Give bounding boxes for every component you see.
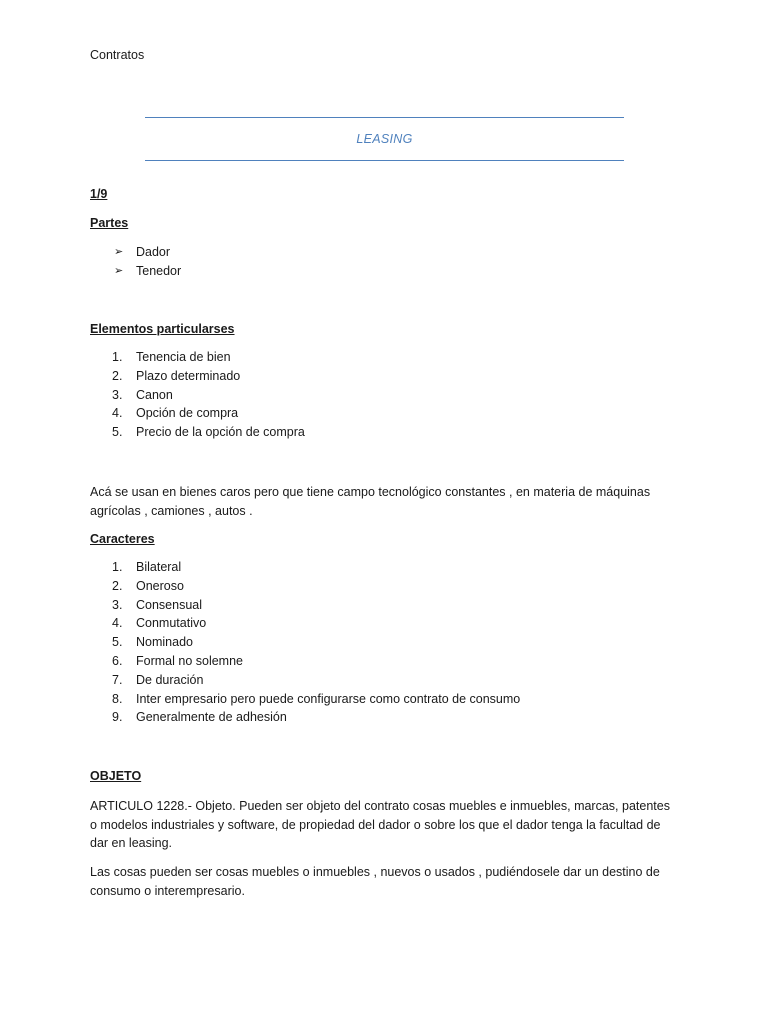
list-item-text: Tenedor: [136, 263, 182, 278]
partes-heading: Partes: [90, 216, 129, 230]
list-number: 5.: [112, 425, 123, 440]
cosas-paragraph: Las cosas pueden ser cosas muebles o inmuebles , nuevos o usados , pudiéndosele dar un destino de consumo o interempresario.: [90, 865, 660, 898]
list-item-text: Opción de compra: [136, 406, 239, 421]
caracteres-heading: Caracteres: [90, 532, 155, 546]
list-item: [90, 709, 520, 728]
list-item: [90, 405, 305, 424]
list-item-text: Generalmente de adhesión: [136, 710, 287, 725]
list-number: 3.: [112, 597, 123, 612]
caracteres-list: [90, 559, 520, 728]
list-item: [90, 559, 520, 578]
list-item-text: Bilateral: [136, 560, 182, 574]
list-item-text: Nominado: [136, 635, 193, 650]
list-item: [90, 368, 305, 387]
list-number: 4.: [112, 616, 123, 631]
list-item: [90, 578, 520, 597]
list-item: [90, 691, 520, 710]
list-item-text: Plazo determinado: [136, 368, 241, 383]
list-item-text: Dador: [136, 245, 171, 259]
document-title: LEASING: [356, 132, 413, 146]
page-marker: 1/9: [90, 187, 108, 201]
list-item: [90, 597, 520, 616]
list-number: 6.: [112, 653, 123, 668]
elementos-heading: Elementos particularses: [90, 322, 235, 336]
title-bottom-rule: [145, 160, 624, 161]
list-item: [90, 387, 305, 406]
list-item: [90, 424, 305, 443]
list-item: [90, 672, 520, 691]
list-number: 5.: [112, 635, 123, 650]
elementos-list: [90, 349, 305, 443]
list-item: [90, 634, 520, 653]
title-top-rule: [145, 117, 624, 118]
list-item-text: Oneroso: [136, 578, 184, 593]
list-item-text: Consensual: [136, 597, 203, 612]
list-number: 9.: [112, 710, 123, 725]
arrow-bullet-icon: ➢: [114, 264, 124, 277]
list-item-text: Inter empresario pero puede configurarse como contrato de consumo: [136, 691, 521, 706]
list-item-text: Formal no solemne: [136, 653, 243, 668]
list-number: 3.: [112, 387, 123, 402]
document-header: Contratos: [90, 48, 145, 62]
list-item-text: Canon: [136, 387, 173, 402]
list-item-text: Precio de la opción de compra: [136, 425, 305, 440]
list-number: 1.: [112, 560, 123, 574]
list-item: [90, 349, 305, 368]
list-item-text: De duración: [136, 672, 204, 687]
list-number: 4.: [112, 406, 123, 421]
list-number: 7.: [112, 672, 123, 687]
objeto-heading: OBJETO: [90, 769, 142, 783]
list-item-text: Conmutativo: [136, 616, 207, 631]
list-number: 2.: [112, 578, 123, 593]
list-item: [90, 615, 520, 634]
arrow-bullet-icon: ➢: [114, 246, 124, 258]
list-item: [90, 244, 181, 263]
list-item-text: Tenencia de bien: [136, 350, 231, 364]
partes-list: [90, 244, 181, 282]
list-item: [90, 263, 181, 282]
articulo-paragraph: ARTICULO 1228.- Objeto. Pueden ser objeto del contrato cosas muebles e inmuebles, marcas, patentes o modelos industriales y software, de propiedad del dador o sobre los que el dador tenga la facultad de dar en leasing.: [90, 799, 670, 851]
list-number: 2.: [112, 368, 123, 383]
list-number: 8.: [112, 691, 123, 706]
list-number: 1.: [112, 350, 123, 364]
list-item: [90, 653, 520, 672]
bienes-paragraph: Acá se usan en bienes caros pero que tiene campo tecnológico constantes , en materia de máquinas agrícolas , camiones , autos .: [90, 485, 651, 518]
